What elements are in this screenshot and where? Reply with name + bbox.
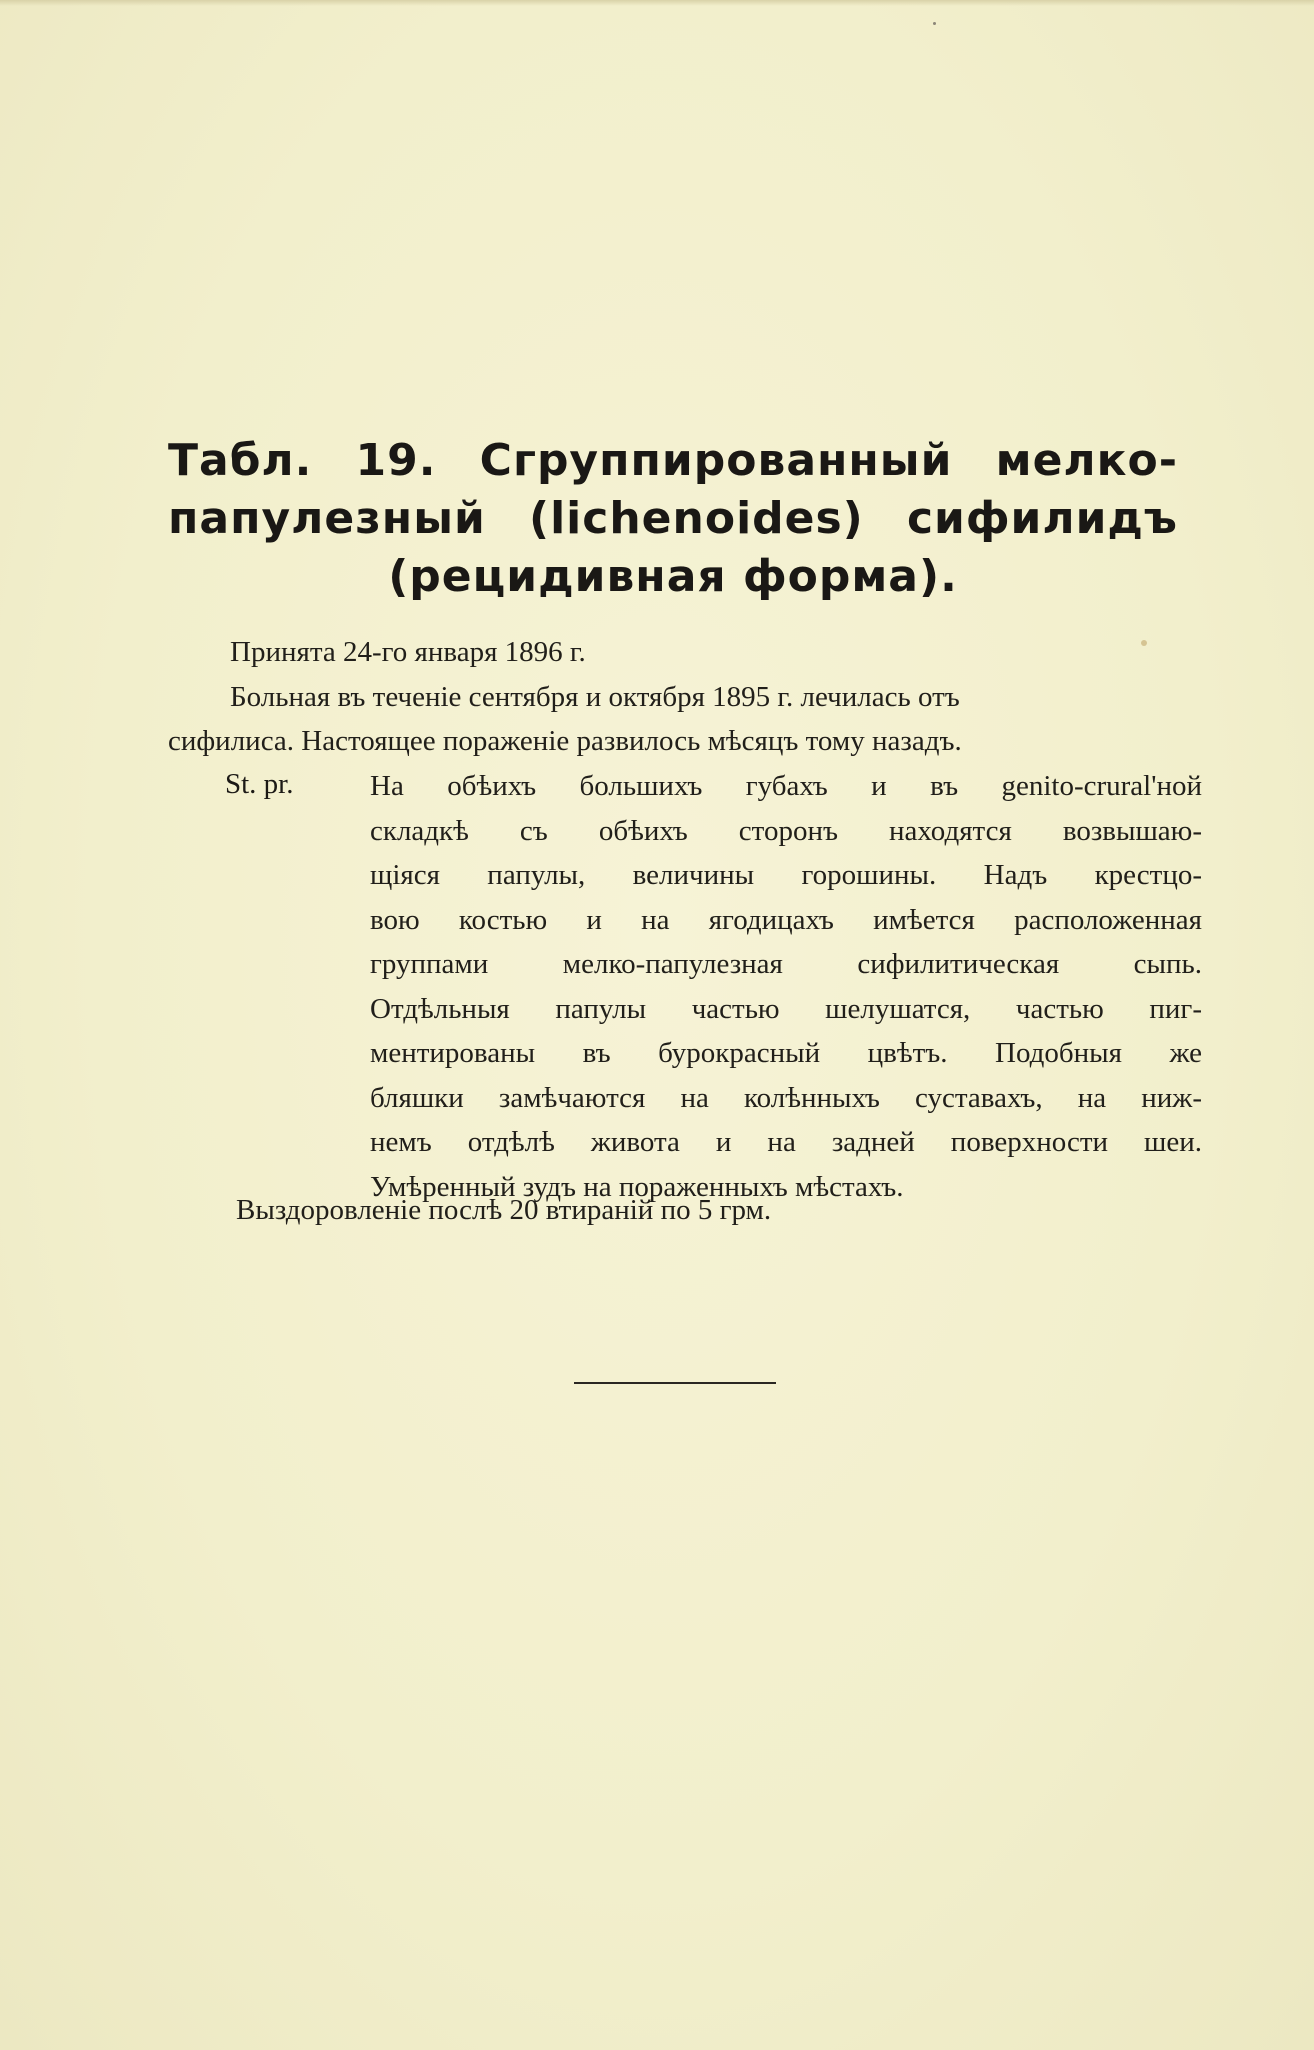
table-title: Табл. 19. Сгруппированный мелко-папулезный (lichenoides) сифилидъ (рецидивная форма).: [168, 435, 1178, 602]
status-praesens-text: [370, 764, 1202, 1209]
status-line: Умѣренный зудъ на пораженныхъ мѣстахъ.: [370, 1170, 904, 1203]
status-line: бляшки замѣчаются на колѣнныхъ суставахъ, на ниж-: [370, 1081, 1202, 1114]
status-line: Отдѣльныя папулы частью шелушатся, частью пиг-: [370, 992, 1202, 1025]
status-line: складкѣ съ обѣихъ сторонъ находятся возвышаю-: [370, 814, 1202, 847]
paper-speck: [933, 22, 936, 25]
status-line: группами мелко-папулезная сифилитическая сыпь.: [370, 948, 1202, 980]
history-line-1: Больная въ теченіе сентября и октября 1895 г. лечилась отъ: [230, 681, 960, 713]
ink-speck: [1141, 640, 1147, 646]
recovery-note: Выздоровленіе послѣ 20 втираній по 5 грм.: [236, 1194, 772, 1226]
status-line: немъ отдѣлѣ живота и на задней поверхности шеи.: [370, 1126, 1202, 1158]
status-line: На обѣихъ большихъ губахъ и въ genito-crural'ной: [370, 770, 1202, 802]
admission-date: Принята 24-го января 1896 г.: [230, 636, 586, 668]
history-line-2: сифилиса. Настоящее пораженіе развилось мѣсяцъ тому назадъ.: [168, 725, 962, 757]
status-praesens-label: St. pr.: [225, 768, 294, 800]
status-line: вою костью и на ягодицахъ имѣется расположенная: [370, 903, 1202, 936]
status-line: ментированы въ бурокрасный цвѣтъ. Подобныя же: [370, 1037, 1202, 1069]
page-top-edge: [0, 0, 1314, 6]
section-separator: [574, 1382, 776, 1384]
status-line: щіяся папулы, величины горошины. Надъ крестцо-: [370, 859, 1202, 891]
